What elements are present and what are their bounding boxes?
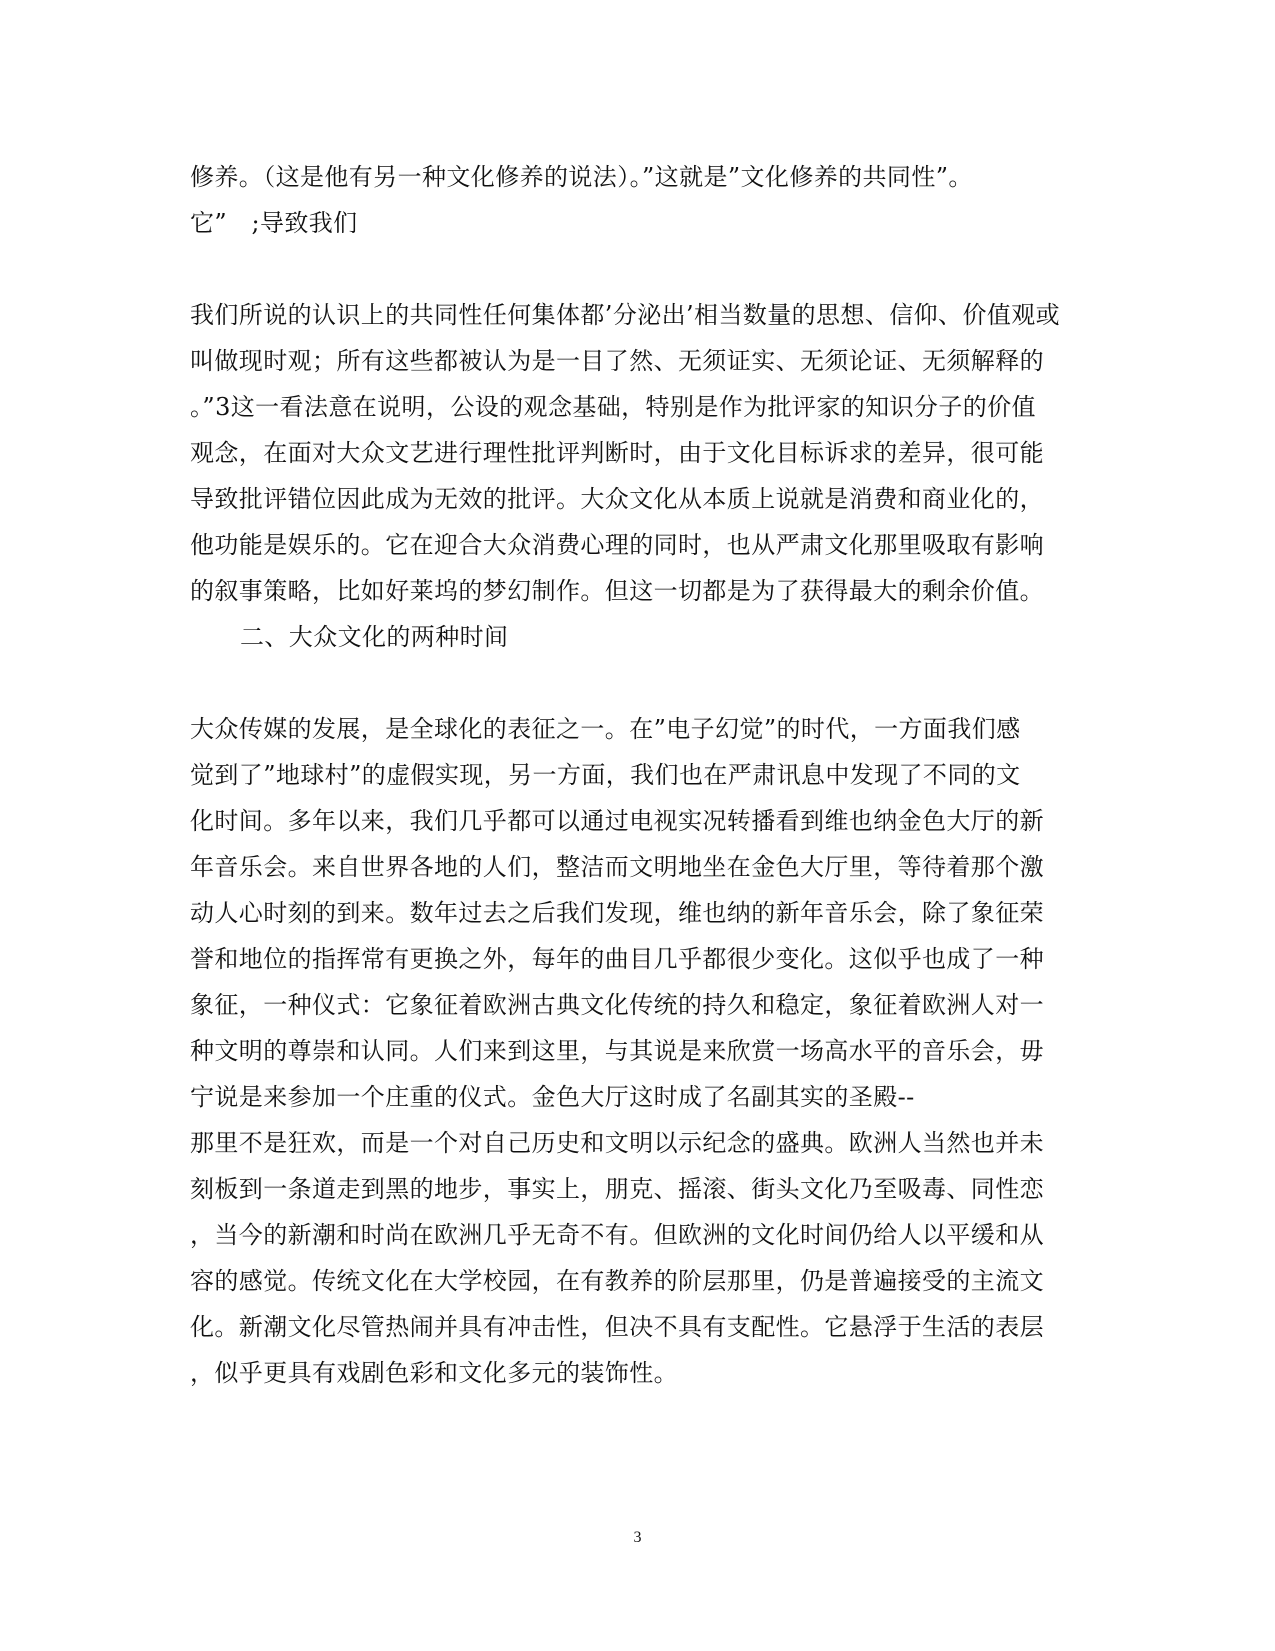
- page-number: 3: [633, 1529, 642, 1546]
- text-line: 容的感觉。传统文化在大学校园，在有教养的阶层那里，仍是普遍接受的主流文: [190, 1267, 1044, 1295]
- text-line: 刻板到一条道走到黑的地步，事实上，朋克、摇滚、街头文化乃至吸毒、同性恋: [190, 1175, 1044, 1203]
- text-line: 誉和地位的指挥常有更换之外，每年的曲目几乎都很少变化。这似乎也成了一种: [190, 945, 1044, 973]
- text-line: 觉到了”地球村”的虚假实现，另一方面，我们也在严肃讯息中发现了不同的文: [190, 761, 1021, 789]
- text-line: 化。新潮文化尽管热闹并具有冲击性，但决不具有支配性。它悬浮于生活的表层: [190, 1313, 1044, 1341]
- text-line: 动人心时刻的到来。数年过去之后我们发现，维也纳的新年音乐会，除了象征荣: [190, 899, 1044, 927]
- text-line: 大众传媒的发展，是全球化的表征之一。在”电子幻觉”的时代，一方面我们感: [190, 715, 1021, 743]
- text-line: 种文明的尊崇和认同。人们来到这里，与其说是来欣赏一场高水平的音乐会，毋: [190, 1037, 1044, 1065]
- section-heading: 二、大众文化的两种时间: [240, 623, 509, 651]
- text-line: 化时间。多年以来，我们几乎都可以通过电视实况转播看到维也纳金色大厅的新: [190, 807, 1044, 835]
- text-line: ，当今的新潮和时尚在欧洲几乎无奇不有。但欧洲的文化时间仍给人以平缓和从: [190, 1221, 1044, 1249]
- text-line: 年音乐会。来自世界各地的人们，整洁而文明地坐在金色大厅里，等待着那个激: [190, 853, 1044, 881]
- text-line: 它” ;导致我们: [190, 209, 358, 237]
- text-line: 宁说是来参加一个庄重的仪式。金色大厅这时成了名副其实的圣殿--: [190, 1083, 915, 1111]
- text-line: 他功能是娱乐的。它在迎合大众消费心理的同时，也从严肃文化那里吸取有影响: [190, 531, 1044, 559]
- text-line: 导致批评错位因此成为无效的批评。大众文化从本质上说就是消费和商业化的，: [190, 485, 1044, 513]
- text-line: 象征，一种仪式：它象征着欧洲古典文化传统的持久和稳定，象征着欧洲人对一: [190, 991, 1044, 1019]
- text-line: 。”3这一看法意在说明，公设的观念基础，特别是作为批评家的知识分子的价值: [190, 393, 1036, 421]
- text-line: 我们所说的认识上的共同性任何集体都’分泌出’相当数量的思想、信仰、价值观或: [190, 301, 1061, 329]
- text-line: 的叙事策略，比如好莱坞的梦幻制作。但这一切都是为了获得最大的剩余价值。: [190, 577, 1044, 605]
- text-line: 那里不是狂欢，而是一个对自己历史和文明以示纪念的盛典。欧洲人当然也并未: [190, 1129, 1044, 1157]
- text-line: ，似乎更具有戏剧色彩和文化多元的装饰性。: [190, 1359, 678, 1387]
- text-line: 叫做现时观；所有这些都被认为是一目了然、无须证实、无须论证、无须解释的: [190, 347, 1044, 375]
- text-line: 观念，在面对大众文艺进行理性批评判断时，由于文化目标诉求的差异，很可能: [190, 439, 1044, 467]
- text-line: 修养。（这是他有另一种文化修养的说法）。”这就是”文化修养的共同性”。: [190, 163, 973, 191]
